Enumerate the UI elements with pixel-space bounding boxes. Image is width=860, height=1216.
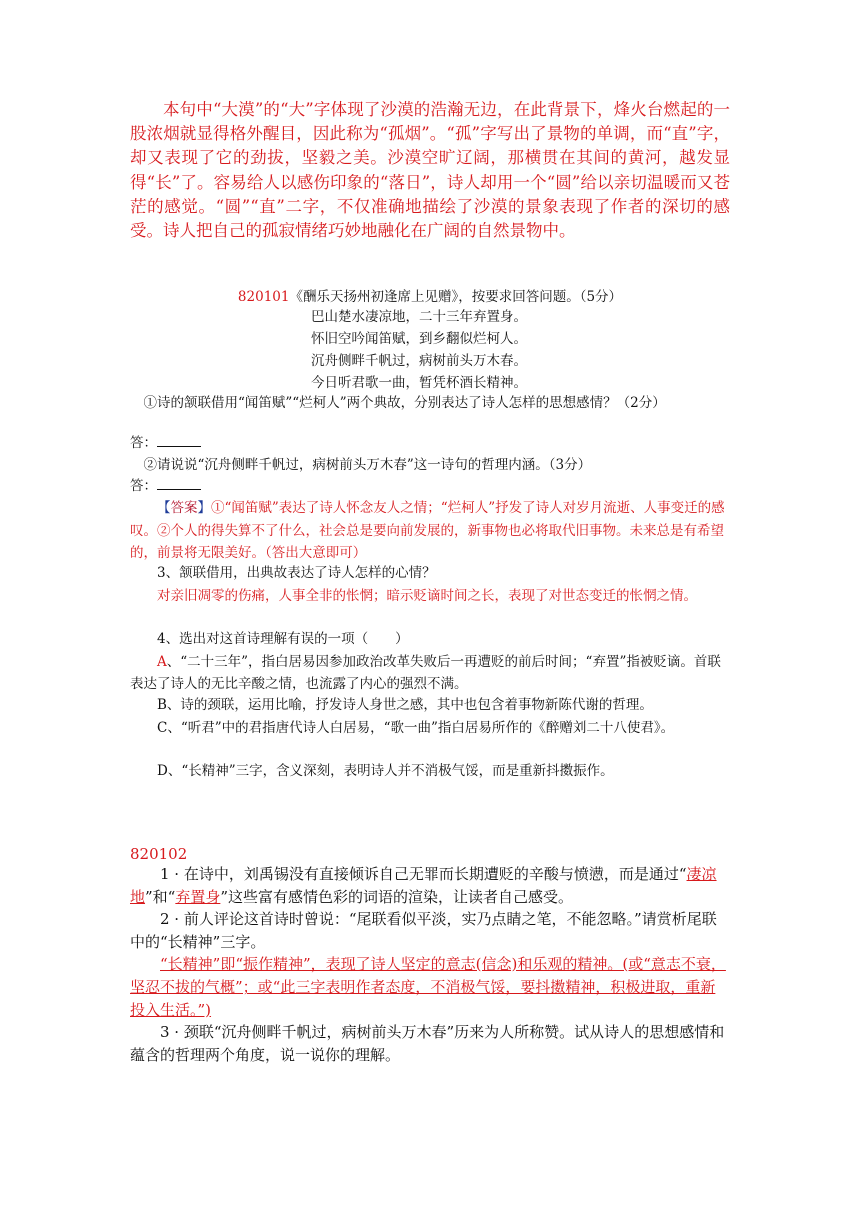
sub-question-3-answer: 对亲旧凋零的伤痛，人事全非的怅惘；暗示贬谪时间之长，表现了对世态变迁的怅惘之情。 — [157, 588, 697, 604]
item-1-keyword-2: 弃置身 — [175, 887, 221, 906]
answer-bracket: 】 — [197, 500, 211, 516]
answer-bracket: 【 — [157, 500, 171, 516]
poem-line: 怀旧空吟闻笛赋，到乡翻似烂柯人。 — [311, 331, 527, 347]
answer-line-2 — [130, 476, 730, 496]
answer-line-1 — [130, 433, 730, 453]
item-1 — [130, 863, 730, 908]
item-2: 2 · 前人评论这首诗时曾说：“尾联看似平淡，实乃点睛之笔，不能忽略。”请赏析尾联中的“长精神”三字。 — [130, 910, 717, 951]
item-1-keyword-1: 凄凉地 — [130, 865, 717, 906]
answer-block — [130, 497, 730, 565]
intro-paragraph: 本句中“大漠”的“大”字体现了沙漠的浩瀚无边，在此背景下，烽火台燃起的一股浓烟就显得格外醒目，因此称为“孤烟”。“孤”字写出了景物的单调，而“直”字，却又表现了它的劲拔，坚毅之美。沙漠空旷辽阔，那横贯在其间的黄河，越发显得“长”了。容易给人以感伤印象的“落日”，诗人却用一个“圆”给以亲切温暖而又苍茫的感觉。“圆”“直”二字，不仅准确地描绘了沙漠的景象表现了作者的深切的感受。诗人把自己的孤寂情绪巧妙地融化在广阔的自然景物中。 — [130, 100, 730, 241]
item-3: 3 · 颈联“沉舟侧畔千帆过，病树前头万木春”历来为人所称赞。试从诗人的思想感情和蕴含的哲理两个角度，说一说你的理解。 — [130, 1023, 725, 1064]
item-1-post: ”这些富有感情色彩的词语的渲染，让读者自己感受。 — [220, 887, 574, 906]
answer-label: 答： — [130, 435, 157, 451]
poem — [311, 306, 527, 394]
poem-line: 今日听君歌一曲，暂凭杯酒长精神。 — [311, 375, 527, 391]
option-b: B、诗的颈联，运用比喻，抒发诗人身世之感，其中也包含着事物新陈代谢的哲理。 — [157, 697, 653, 713]
item-1-mid: ”和“ — [145, 887, 176, 906]
poem-line: 巴山楚水凄凉地，二十三年弃置身。 — [311, 309, 527, 325]
question-title — [130, 285, 730, 305]
question-title-text: 《酬乐天扬州初逢席上见赠》，按要求回答问题。（5分） — [289, 289, 623, 305]
option-a — [130, 651, 730, 695]
question-code-2: 820102 — [130, 845, 188, 863]
question-code: 820101 — [237, 289, 290, 305]
option-c: C、“听君”中的君指唐代诗人白居易，“歌一曲”指白居易所作的《醉赠刘二十八使君》。 — [157, 720, 675, 736]
answer-text: ①“闻笛赋”表达了诗人怀念友人之情；“烂柯人”抒发了诗人对岁月流逝、人事变迁的感叹。②个人的得失算不了什么，社会总是要向前发展的，新事物也必将取代旧事物。未来总是有希望的，前景将无限美好。（答出大意即可） — [130, 500, 725, 561]
sub-question-2: ②请说说“沉舟侧畔千帆过，病树前头万木春”这一诗句的哲理内涵。（3分） — [143, 457, 592, 473]
answer-blank[interactable] — [157, 434, 201, 447]
answer-blank[interactable] — [157, 477, 201, 490]
option-a-text: 、“二十三年”，指白居易因参加政治改革失败后一再遭贬的前后时间；“弃置”指被贬谪。首联表达了诗人的无比辛酸之情，也流露了内心的强烈不满。 — [130, 654, 721, 692]
sub-question-4: 4、选出对这首诗理解有误的一项（ ） — [157, 631, 409, 647]
item-1-pre: 1 · 在诗中，刘禹锡没有直接倾诉自己无罪而长期遭贬的辛酸与愤懑，而是通过“ — [160, 865, 687, 883]
poem-line: 沉舟侧畔千帆过，病树前头万木春。 — [311, 353, 527, 369]
option-a-letter: A — [157, 654, 167, 670]
answer-label: 答： — [130, 478, 157, 494]
sub-question-3: 3、颔联借用，出典故表达了诗人怎样的心情？ — [157, 565, 436, 581]
answer-tag: 答案 — [170, 500, 198, 516]
option-d: D、“长精神”三字，含义深刻，表明诗人并不消极气馁，而是重新抖擞振作。 — [157, 763, 614, 779]
item-2-answer: “长精神”即“振作精神”，表现了诗人坚定的意志(信念)和乐观的精神。(或“意志不衰，坚忍不拔的气概”；或“此三字表明作者态度，不消极气馁，要抖擞精神，积极进取，重新投入生活。”) — [130, 955, 726, 1019]
sub-question-1: ①诗的颔联借用“闻笛赋”“烂柯人”两个典故，分别表达了诗人怎样的思想感情？（2分） — [143, 395, 666, 411]
